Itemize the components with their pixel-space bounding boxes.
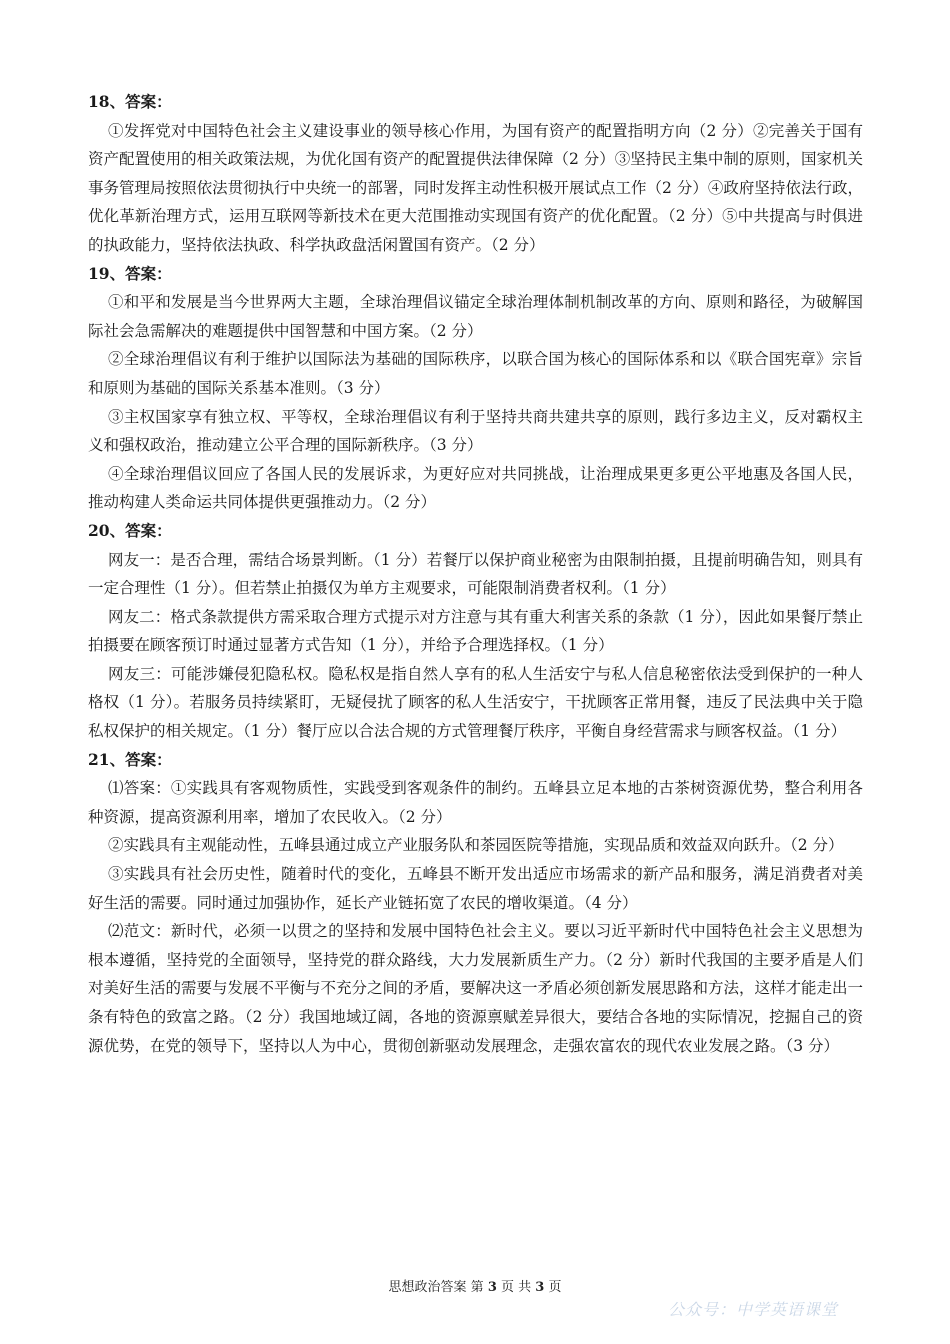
answer-paragraph: ④全球治理倡议回应了各国人民的发展诉求，为更好应对共同挑战，让治理成果更多更公平地惠及各国人民，推动构建人类命运共同体提供更强推动力。（2 分）	[88, 464, 863, 512]
watermark: 公众号：中学英语课堂	[668, 1300, 839, 1319]
question-18	[88, 88, 863, 260]
answer-paragraph: 网友三：可能涉嫌侵犯隐私权。隐私权是指自然人享有的私人生活安宁与私人信息秘密依法受到保护的一种人格权（1 分）。若服务员持续紧盯，无疑侵扰了顾客的私人生活安宁，干扰顾客正常用餐，违反了民法典中关于隐私权保护的相关规定。（1 分）餐厅应以合法合规的方式管理餐厅秩序，平衡自身经营需求与顾客权益。（1 分）	[88, 664, 863, 741]
page-footer	[0, 1276, 950, 1295]
answer-content	[88, 88, 863, 1060]
answer-paragraph: 网友一：是否合理，需结合场景判断。（1 分）若餐厅以保护商业秘密为由限制拍摄，且提前明确告知，则具有一定合理性（1 分）。但若禁止拍摄仅为单方主观要求，可能限制消费者权利。（1 分）	[88, 550, 863, 598]
answer-paragraph: ⑵范文：新时代，必须一以贯之的坚持和发展中国特色社会主义。要以习近平新时代中国特色社会主义思想为根本遵循，坚持党的全面领导，坚持党的群众路线，大力发展新质生产力。（2 分）新时代我国的主要矛盾是人们对美好生活的需要与发展不平衡与不充分之间的矛盾，要解决这一矛盾必须创新发展思路和方法，这样才能走出一条有特色的致富之路。（2 分）我国地域辽阔，各地的资源禀赋差异很大，要结合各地的实际情况，挖掘自己的资源优势，在党的领导下，坚持以人为中心，贯彻创新驱动发展理念，走强农富农的现代农业发展之路。（3 分）	[88, 922, 864, 1055]
answer-paragraph: ①和平和发展是当今世界两大主题，全球治理倡议锚定全球治理体制机制改革的方向、原则和路径，为破解国际社会急需解决的难题提供中国智慧和中国方案。（2 分）	[88, 293, 863, 340]
question-title: 21、答案：	[88, 749, 172, 769]
answer-paragraph: ②实践具有主观能动性，五峰县通过成立产业服务队和茶园医院等措施，实现品质和效益双向跃升。（2 分）	[108, 836, 844, 855]
footer-middle: 页 共	[496, 1280, 536, 1295]
footer-total-pages: 3	[535, 1280, 545, 1295]
question-21	[88, 746, 863, 1061]
answer-paragraph: ①发挥党对中国特色社会主义建设事业的领导核心作用，为国有资产的配置指明方向（2 分）②完善关于国有资产配置使用的相关政策法规，为优化国有资产的配置提供法律保障（2 分）③坚持民主集中制的原则，国家机关事务管理局按照依法贯彻执行中央统一的部署，同时发挥主动性积极开展试点工作（2 分）④政府坚持依法行政，优化革新治理方式，运用互联网等新技术在更大范围推动实现国有资产的优化配置。（2 分）⑤中共提高与时俱进的执政能力，坚持依法执政、科学执政盘活闲置国有资产。（2 分）	[88, 121, 863, 254]
question-19	[88, 260, 863, 517]
question-title: 19、答案：	[88, 263, 172, 283]
question-title: 18、答案：	[88, 92, 172, 111]
answer-paragraph: ⑴答案：①实践具有客观物质性，实践受到客观条件的制约。五峰县立足本地的古茶树资源优势，整合利用各种资源，提高资源利用率，增加了农民收入。（2 分）	[88, 779, 863, 826]
answer-paragraph: 网友二：格式条款提供方需采取合理方式提示对方注意与其有重大利害关系的条款（1 分），因此如果餐厅禁止拍摄要在顾客预订时通过显著方式告知（1 分），并给予合理选择权。（1 分）	[88, 607, 863, 655]
answer-paragraph: ②全球治理倡议有利于维护以国际法为基础的国际秩序，以联合国为核心的国际体系和以《联合国宪章》宗旨和原则为基础的国际关系基本准则。（3 分）	[88, 350, 863, 397]
answer-paragraph: ③主权国家享有独立权、平等权，全球治理倡议有利于坚持共商共建共享的原则，践行多边主义，反对霸权主义和强权政治，推动建立公平合理的国际新秩序。（3 分）	[88, 407, 863, 455]
footer-page-number: 3	[487, 1280, 497, 1295]
question-20	[88, 517, 863, 746]
footer-suffix: 页	[544, 1280, 562, 1295]
answer-paragraph: ③实践具有社会历史性，随着时代的变化，五峰县不断开发出适应市场需求的新产品和服务，满足消费者对美好生活的需要。同时通过加强协作，延长产业链拓宽了农民的增收渠道。（4 分）	[88, 865, 863, 912]
footer-prefix: 思想政治答案 第	[388, 1280, 488, 1295]
question-title: 20、答案：	[88, 520, 172, 540]
